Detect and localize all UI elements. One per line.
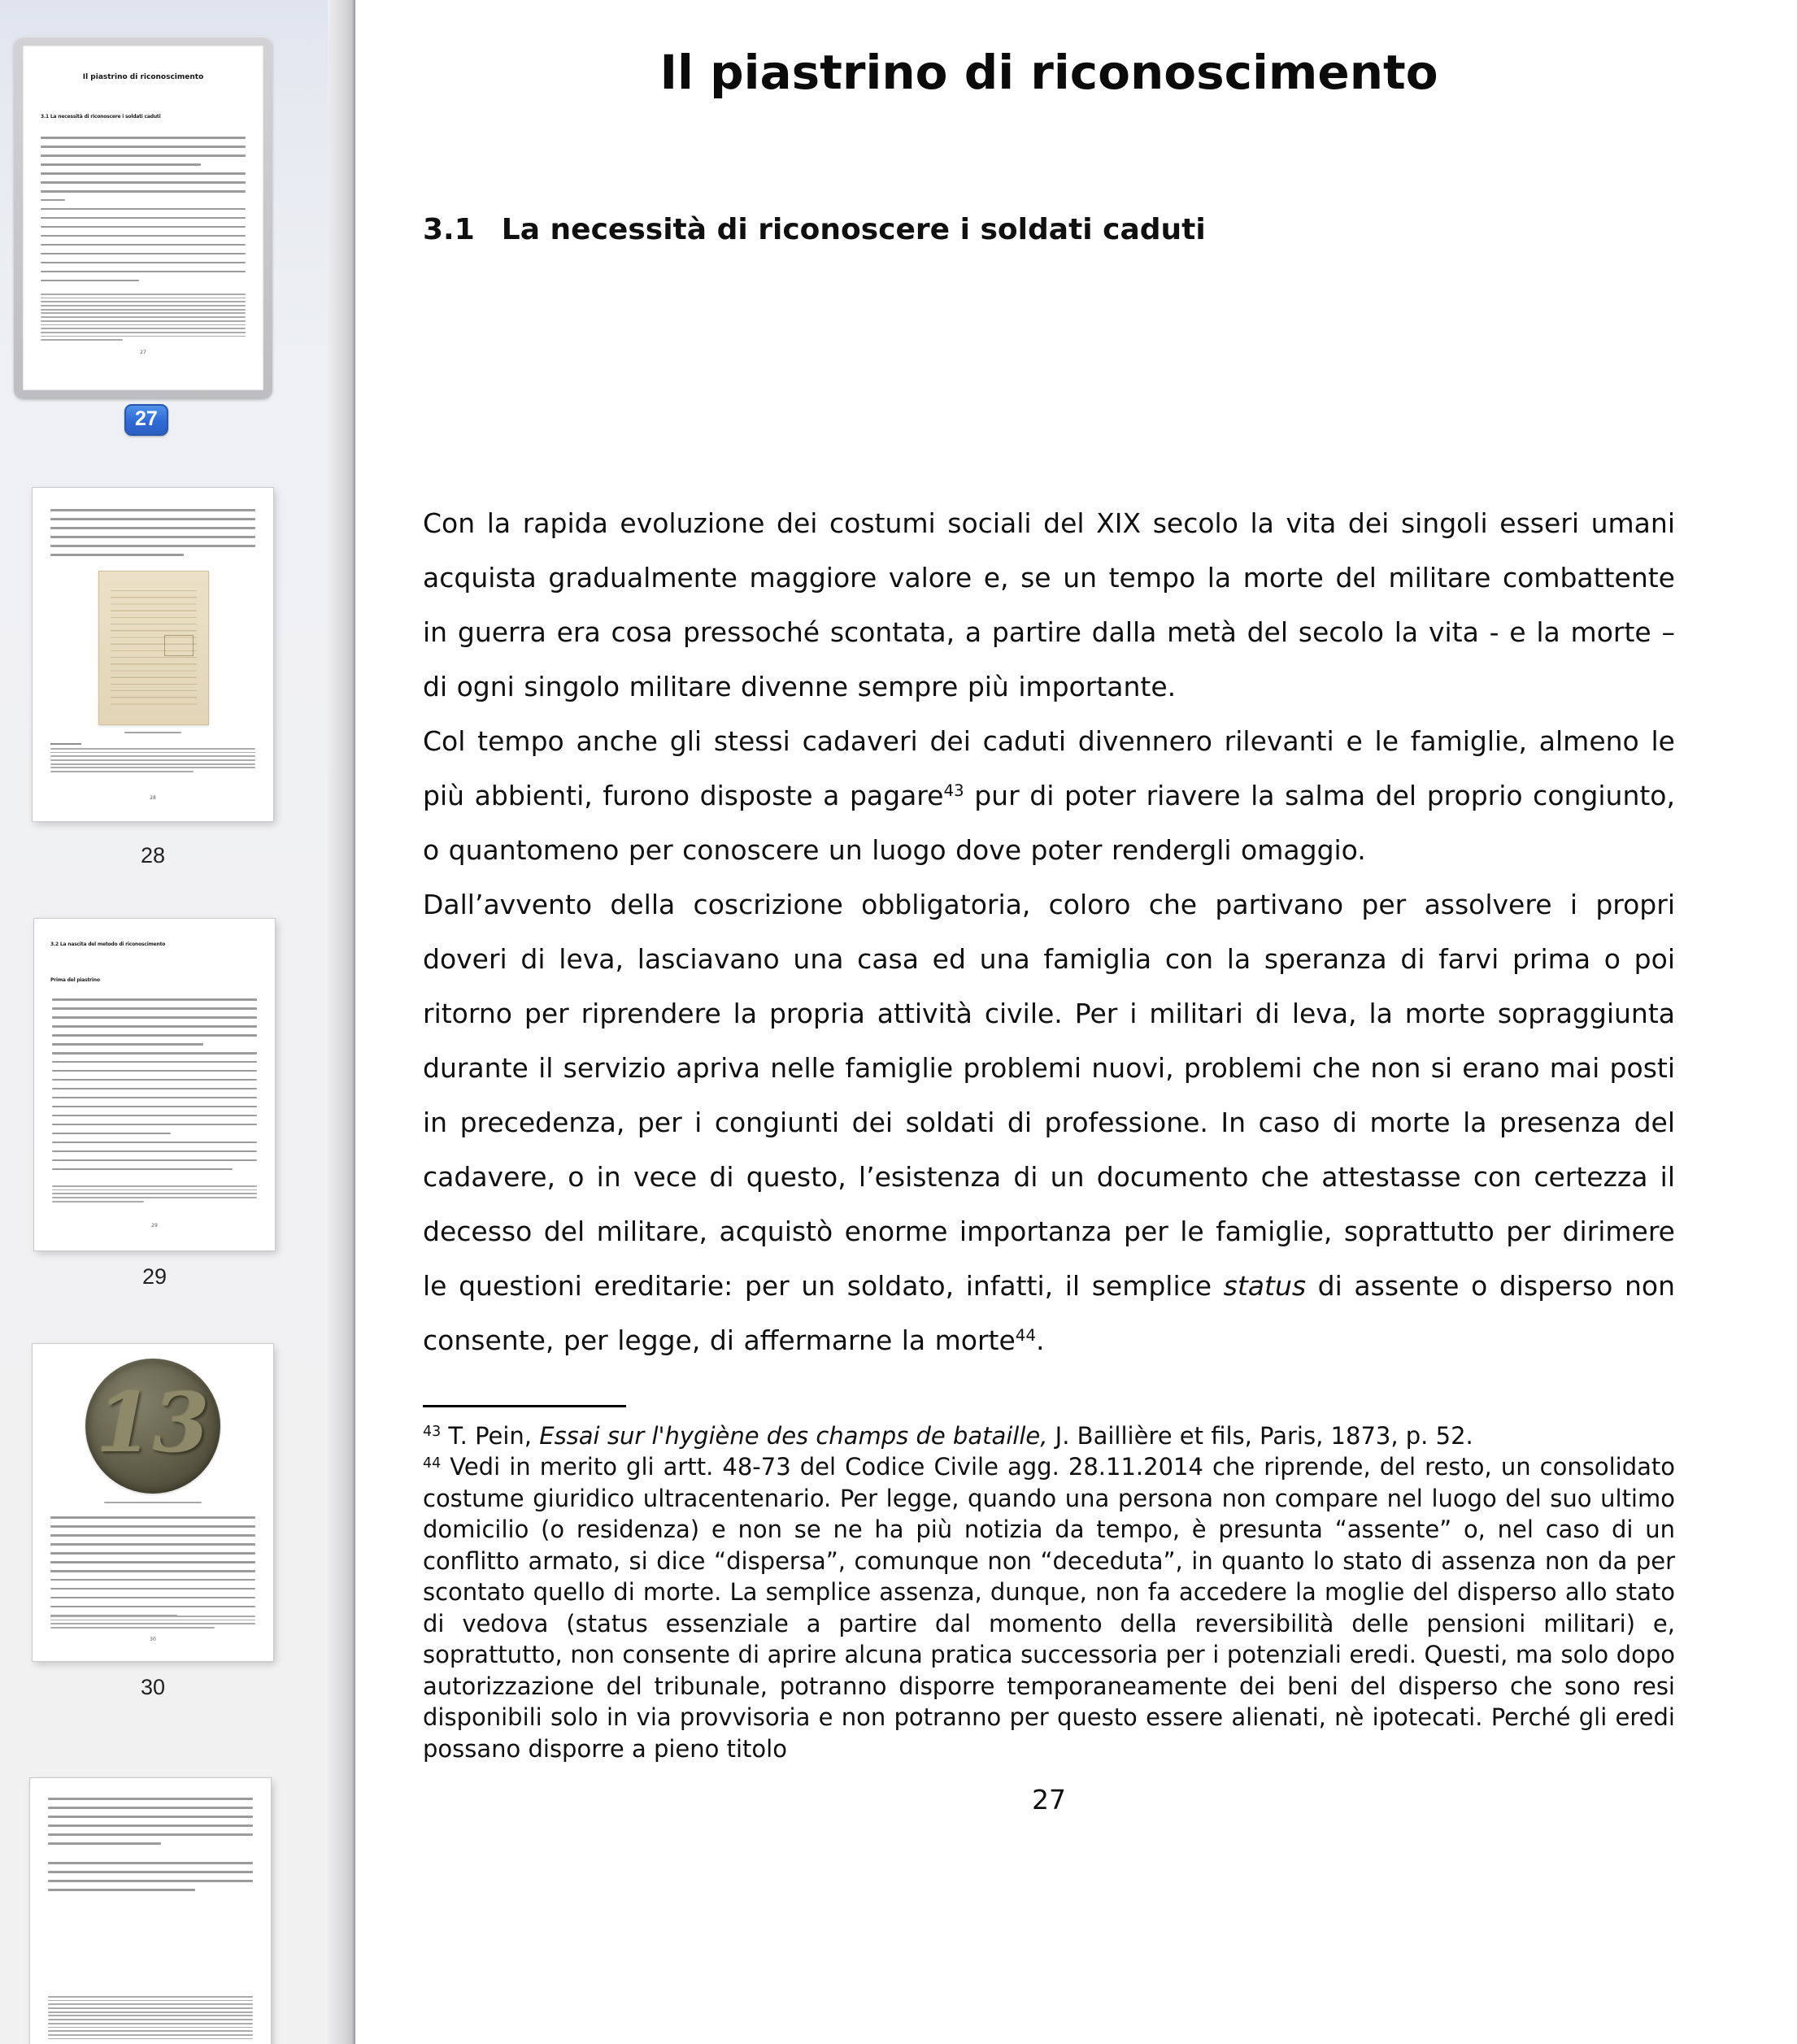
- text-run: status: [1223, 1269, 1307, 1302]
- thumbnail-footnote-lines: [50, 1616, 255, 1631]
- thumbnail-page-title: Il piastrino di riconoscimento: [82, 73, 204, 81]
- footnote-marker: 44: [423, 1455, 442, 1472]
- thumbnail-text-line: [48, 2027, 253, 2029]
- thumbnail-text-line: [50, 1534, 255, 1537]
- thumbnail-text-line: [41, 328, 246, 329]
- thumbnail-text-line: [41, 271, 246, 273]
- thumbnail-text-line: [48, 1816, 253, 1818]
- thumbnail-text-line: [52, 1061, 257, 1063]
- thumbnail-page-number: 28: [150, 795, 156, 801]
- thumbnail-text-line: [52, 1079, 257, 1081]
- thumbnail-text-line: [52, 1197, 257, 1198]
- thumbnail-text-line: [50, 1623, 255, 1624]
- thumbnail-text-line: [41, 320, 246, 322]
- thumbnail-text-line: [41, 280, 139, 282]
- thumbnail-text-line: [52, 1159, 257, 1162]
- thumbnail-text-line: [50, 759, 255, 761]
- thumbnail-page-number: 27: [140, 350, 146, 355]
- section-number: 3.1: [423, 212, 475, 246]
- thumbnail-page-number: 29: [151, 1223, 158, 1229]
- thumbnail-text-line: [52, 1168, 233, 1171]
- thumbnail-text-line: [48, 1862, 253, 1864]
- thumbnail-text-line: [41, 262, 246, 264]
- thumbnail-footnote-lines: [41, 294, 246, 343]
- thumbnail-text-line: [50, 1552, 255, 1555]
- thumbnail-text-line: [50, 1606, 255, 1608]
- thumbnail-text-line: [50, 1516, 255, 1519]
- military-button-photo: [85, 1359, 220, 1494]
- thumbnail-text-line: [50, 509, 255, 511]
- thumbnail-text-line: [41, 208, 246, 211]
- thumbnail-text-line: [41, 172, 246, 175]
- thumbnail-text-line: [41, 324, 246, 326]
- old-document-photo: [98, 571, 209, 725]
- selected-page-badge: 27: [124, 404, 168, 436]
- thumbnail-text-line: [41, 253, 246, 255]
- page-30-thumbnail[interactable]: [33, 1344, 273, 1661]
- thumbnail-text-line: [48, 1798, 253, 1800]
- thumbnail-label: 28: [140, 843, 166, 868]
- sidebar-resize-handle[interactable]: [328, 0, 355, 2044]
- thumbnail-text-line: [52, 1185, 257, 1187]
- thumbnail-text-line: [48, 1833, 253, 1836]
- page-number: 27: [1032, 1784, 1066, 1816]
- thumbnail-text-line: [50, 752, 255, 754]
- thumbnail-text-line: [52, 1088, 257, 1090]
- thumbnail-text-line: [50, 771, 194, 772]
- thumbnail-text-line: [41, 217, 246, 220]
- thumbnail-text-line: [48, 1842, 161, 1845]
- thumbnail-text-line: [41, 298, 246, 299]
- thumbnail-text-line: [41, 339, 123, 341]
- thumbnail-body-lines: [48, 1798, 253, 1851]
- thumbnail-label: 30: [140, 1675, 166, 1699]
- thumbnail-text-line: [48, 2007, 253, 2009]
- thumbnail-text-line: [41, 309, 246, 311]
- thumbnail-caption-line: [104, 1502, 202, 1503]
- footnote-43: [423, 1420, 1675, 1452]
- thumbnail-text-line: [52, 1034, 257, 1037]
- thumbnail-text-line: [50, 1588, 255, 1590]
- thumbnail-text-line: [48, 2015, 253, 2016]
- footnotes: [423, 1420, 1675, 1765]
- thumbnail-text-line: [48, 1996, 253, 1998]
- thumbnail-text-line: [50, 1543, 255, 1546]
- thumbnail-text-line: [48, 2023, 253, 2024]
- thumbnail-text-line: [48, 2003, 253, 2005]
- thumbnail-text-line: [48, 2019, 253, 2020]
- thumbnail-footnote-separator: [50, 743, 81, 745]
- thumbnail-text-line: [48, 2034, 253, 2036]
- text-run: di assente o disperso non consente, per legge, di affermarne la morte: [423, 1269, 1675, 1356]
- thumbnail-text-line: [48, 1880, 253, 1882]
- footnote-marker: 43: [423, 1424, 442, 1441]
- thumbnail-text-line: [52, 998, 257, 1001]
- thumbnail-text-line: [50, 763, 255, 765]
- thumbnail-text-line: [50, 1525, 255, 1528]
- thumbnail-text-line: [41, 146, 246, 148]
- text-run: Essai sur l'hygiène des champs de bataille,: [539, 1421, 1048, 1450]
- thumbnail-text-line: [52, 1070, 257, 1072]
- thumbnail-text-line: [52, 1097, 257, 1099]
- text-run: T. Pein,: [441, 1421, 540, 1450]
- thumbnail-label: 29: [141, 1264, 168, 1289]
- text-run: Col tempo anche gli stessi cadaveri dei caduti divennero rilevanti e le famiglie, almeno le più abbienti, furono disposte a pagare: [423, 724, 1675, 811]
- thumbnail-text-line: [41, 244, 246, 246]
- thumbnail-text-line: [41, 294, 246, 295]
- thumbnail-text-line: [41, 316, 246, 318]
- thumbnail-text-line: [48, 1807, 253, 1809]
- thumbnail-text-line: [50, 748, 255, 750]
- thumbnail-body-lines: [48, 1862, 253, 1898]
- thumbnail-text-line: [41, 137, 246, 139]
- text-run: J. Baillière et fils, Paris, 1873, p. 52.: [1047, 1421, 1473, 1450]
- section-heading: [423, 212, 1675, 247]
- thumbnail-text-line: [48, 2000, 253, 2002]
- document-title: Il piastrino di riconoscimento: [659, 45, 1438, 100]
- thumbnail-text-line: [52, 1133, 171, 1135]
- thumbnail-text-line: [48, 1871, 253, 1873]
- thumbnail-text-line: [50, 1597, 255, 1599]
- footnote-marker: 43: [943, 781, 964, 800]
- paragraph-2: [423, 714, 1675, 877]
- page-28-thumbnail[interactable]: [33, 488, 273, 821]
- thumbnail-text-line: [48, 2038, 253, 2040]
- thumbnail-text-line: [52, 1150, 257, 1153]
- thumbnail-text-line: [52, 1201, 144, 1202]
- document-viewer-pane: [355, 0, 1797, 2044]
- thumbnail-text-line: [41, 163, 201, 166]
- thumbnail-text-line: [41, 181, 246, 184]
- footnote-separator: [423, 1405, 626, 1407]
- footnote-marker: 44: [1015, 1326, 1036, 1345]
- section-title: La necessità di riconoscere i soldati caduti: [501, 212, 1206, 246]
- thumbnail-subsection-heading: Prima del piastrino: [50, 977, 100, 983]
- thumbnail-footnote-lines: [52, 1185, 257, 1204]
- thumbnail-text-line: [52, 1052, 257, 1055]
- thumbnail-text-line: [52, 1115, 257, 1117]
- thumbnail-text-line: [41, 312, 246, 314]
- photo-detail: [164, 635, 194, 656]
- thumbnail-text-line: [48, 2030, 253, 2032]
- page-27-thumbnail[interactable]: [23, 46, 263, 390]
- thumbnail-text-line: [52, 1016, 257, 1019]
- thumbnail-body-lines: [50, 509, 255, 563]
- body-text: [423, 496, 1675, 1368]
- thumbnail-text-line: [50, 545, 255, 547]
- text-run: .: [1035, 1324, 1045, 1356]
- thumbnail-text-line: [50, 1620, 255, 1621]
- page-29-thumbnail[interactable]: [34, 919, 275, 1250]
- text-run: Vedi in merito gli artt. 48-73 del Codice Civile agg. 28.11.2014 che riprende, del resto, un consolidato costume giuridico ultracentenario. Per legge, quando una persona non compare nel luogo del suo ultimo domicilio (o residenza) e non se ne ha più notizia da tempo, è presunta “assente” o, nel caso di un conflitto armato, si dice “dispersa”, comunque non “deceduta”, in quanto lo stato di assenza non da per scontato quello di morte. La semplice assenza, dunque, non fa accedere la moglie del disperso allo stato di vedova (status essenziale a partire dal momento della reversibilità delle pensioni militari) e, soprattutto, non consente di aprire alcuna pratica successoria per i potenziali eredi. Questi, ma solo dopo autorizzazione del tribunale, potranno disporre temporaneamente dei beni del disperso che sono resi disponibili solo in via provvisoria e non potranno per questo essere alienati, nè ipotecati. Perché gli eredi possano disporre a pieno titolo: [423, 1453, 1675, 1763]
- thumbnail-text-line: [50, 1561, 255, 1563]
- thumbnail-text-line: [52, 1142, 257, 1144]
- footnote-44: [423, 1451, 1675, 1764]
- thumbnail-page-number: 30: [150, 1637, 156, 1642]
- text-run: Con la rapida evoluzione dei costumi sociali del XIX secolo la vita dei singoli esseri umani acquista gradualmente maggiore valore e, se un tempo la morte del militare combattente in guerra era cosa pressoché scontata, a partire dalla metà del secolo la vita - e la morte – di ogni singolo militare divenne sempre più importante.: [423, 507, 1675, 702]
- thumbnail-footnote-lines: [48, 1996, 253, 2042]
- paragraph-3: [423, 877, 1675, 1368]
- thumbnail-text-line: [52, 1043, 203, 1046]
- thumbnail-text-line: [41, 226, 246, 228]
- thumbnail-text-line: [50, 1616, 255, 1617]
- thumbnail-text-line: [41, 305, 246, 307]
- thumbnail-text-line: [50, 518, 255, 520]
- thumbnail-footnote-lines: [50, 748, 255, 775]
- thumbnail-text-line: [52, 1193, 257, 1194]
- selected-thumbnail-frame: [14, 37, 272, 399]
- thumbnail-text-line: [50, 1570, 255, 1572]
- paragraph-1: [423, 496, 1675, 714]
- thumbnail-text-line: [50, 1579, 255, 1581]
- text-run: pur di poter riavere la salma del proprio congiunto, o quantomeno per conoscere un luogo dove poter rendergli omaggio.: [423, 779, 1675, 866]
- thumbnail-text-line: [50, 527, 255, 529]
- thumbnail-text-line: [41, 301, 246, 302]
- thumbnail-text-line: [41, 190, 246, 193]
- thumbnail-text-line: [50, 755, 255, 757]
- thumbnail-section-heading: 3.1 La necessità di riconoscere i soldati caduti: [41, 114, 161, 120]
- thumbnail-text-line: [50, 1627, 215, 1629]
- thumbnail-caption-line: [124, 732, 181, 733]
- thumbnail-body-lines: [50, 1516, 255, 1624]
- thumbnail-text-line: [48, 1824, 253, 1827]
- thumbnail-text-line: [52, 1124, 257, 1126]
- thumbnail-text-line: [41, 199, 65, 202]
- thumbnail-section-heading: 3.2 La nascita del metodo di riconoscimento: [50, 942, 166, 947]
- thumbnail-text-line: [52, 1007, 257, 1010]
- thumbnail-text-line: [52, 1189, 257, 1191]
- thumbnail-body-lines: [41, 137, 246, 289]
- thumbnail-text-line: [41, 332, 246, 333]
- thumbnail-text-line: [48, 2011, 253, 2013]
- thumbnail-text-line: [41, 235, 246, 237]
- button-number: 13: [96, 1375, 210, 1471]
- thumbnail-text-line: [41, 336, 246, 337]
- document-page: [355, 0, 1675, 1816]
- thumbnail-text-line: [50, 536, 255, 538]
- thumbnail-text-line: [41, 154, 246, 157]
- thumbnail-body-lines: [52, 998, 257, 1177]
- thumbnail-text-line: [52, 1106, 257, 1108]
- thumbnail-text-line: [50, 767, 255, 768]
- partial-page-thumbnail[interactable]: [30, 1778, 271, 2044]
- text-run: Dall’avvento della coscrizione obbligatoria, coloro che partivano per assolvere i propri doveri di leva, lasciavano una casa ed una famiglia con la speranza di farvi prima o poi ritorno per riprendere la propria attività civile. Per i militari di leva, la morte sopraggiunta durante il servizio apriva nelle famiglie problemi nuovi, problemi che non si erano mai posti in precedenza, per i congiunti dei soldati di professione. In caso di morte la presenza del cadavere, o in vece di questo, l’esistenza di un documento che attestasse con certezza il decesso del militare, acquistò enorme importanza per le famiglie, soprattutto per dirimere le questioni ereditarie: per un soldato, infatti, il semplice: [423, 888, 1675, 1302]
- thumbnail-text-line: [52, 1025, 257, 1028]
- thumbnail-text-line: [48, 1889, 195, 1891]
- thumbnail-text-line: [50, 554, 184, 556]
- thumbnail-sidebar: [0, 0, 328, 2044]
